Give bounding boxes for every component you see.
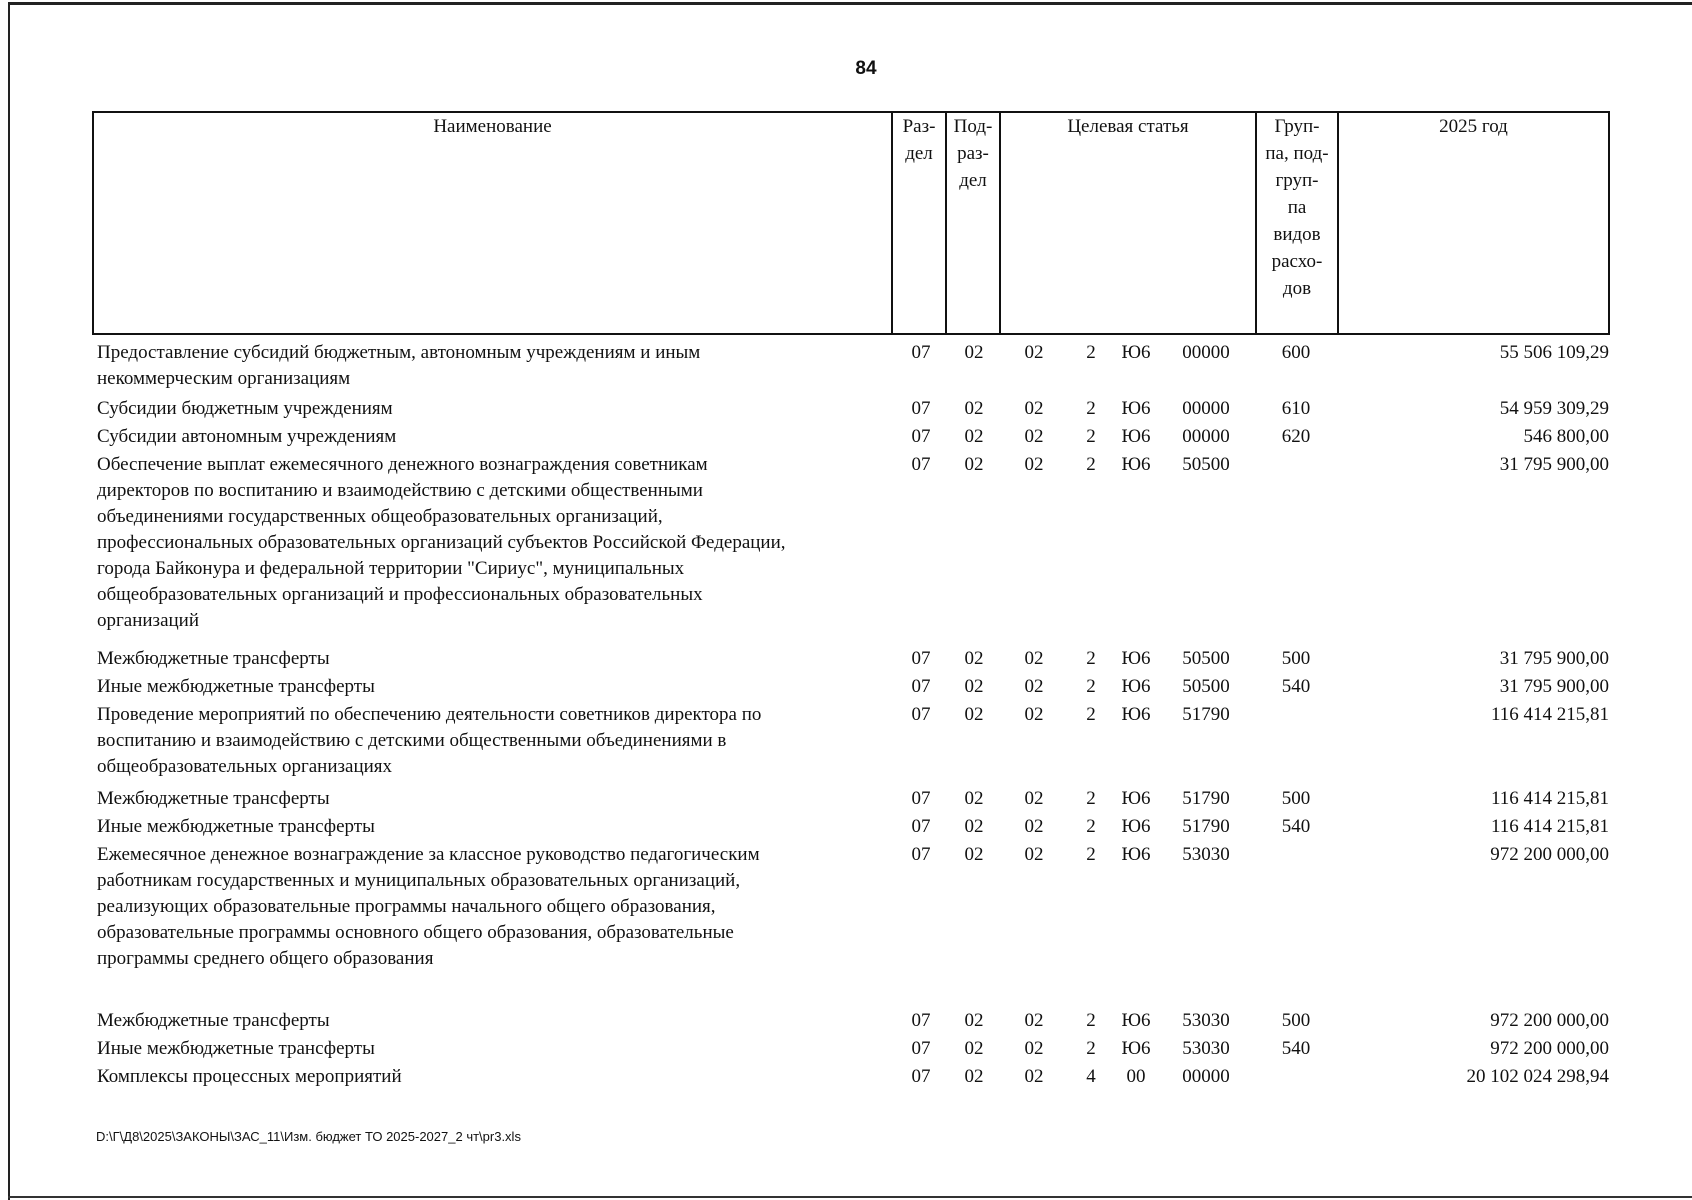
- cell-amount: 972 200 000,00: [1490, 844, 1609, 865]
- cell-target-4: 00000: [1182, 342, 1230, 363]
- cell-name: [97, 646, 887, 672]
- cell-podrazdel: 02: [964, 676, 984, 697]
- cell-target-3: 00: [1126, 1066, 1146, 1087]
- cell-name-line: Субсидии бюджетным учреждениям: [97, 398, 393, 419]
- cell-name-line: Иные межбюджетные трансферты: [97, 676, 375, 697]
- cell-target-3: Ю6: [1121, 648, 1151, 669]
- cell-target-2: 2: [1086, 398, 1096, 419]
- cell-target-4: 00000: [1182, 398, 1230, 419]
- cell-group: 500: [1281, 1010, 1311, 1031]
- cell-target-4: 00000: [1182, 1066, 1230, 1087]
- cell-target-3: Ю6: [1121, 788, 1151, 809]
- cell-amount: 116 414 215,81: [1490, 788, 1609, 809]
- cell-target-2: 2: [1086, 676, 1096, 697]
- cell-amount: 972 200 000,00: [1490, 1038, 1609, 1059]
- cell-target-2: 2: [1086, 342, 1096, 363]
- cell-name-line: Межбюджетные трансферты: [97, 788, 330, 809]
- cell-target-4: 53030: [1182, 844, 1230, 865]
- cell-group: 540: [1281, 816, 1311, 837]
- cell-name: [97, 786, 887, 812]
- cell-target-3: Ю6: [1121, 816, 1151, 837]
- cell-name-line: Иные межбюджетные трансферты: [97, 1038, 375, 1059]
- cell-razdel: 07: [911, 342, 931, 363]
- header-line: раз-: [957, 143, 989, 164]
- cell-amount: 972 200 000,00: [1490, 1010, 1609, 1031]
- cell-group: 600: [1281, 342, 1311, 363]
- cell-amount: 55 506 109,29: [1499, 342, 1609, 363]
- cell-razdel: 07: [911, 648, 931, 669]
- cell-podrazdel: 02: [964, 788, 984, 809]
- cell-group: 540: [1281, 1038, 1311, 1059]
- cell-name-line: Проведение мероприятий по обеспечению деятельности советников директора по: [97, 704, 762, 725]
- cell-target-2: 2: [1086, 1010, 1096, 1031]
- cell-target-1: 02: [1024, 342, 1044, 363]
- header-line: дел: [905, 143, 933, 164]
- cell-name: [97, 814, 887, 840]
- cell-podrazdel: 02: [964, 1038, 984, 1059]
- header-target: Целевая статья: [1067, 116, 1189, 137]
- cell-name-line: организаций: [97, 610, 200, 631]
- cell-target-4: 51790: [1182, 816, 1230, 837]
- cell-target-2: 2: [1086, 426, 1096, 447]
- cell-amount: 20 102 024 298,94: [1466, 1066, 1609, 1087]
- scan-frame-bottom: [8, 1196, 1692, 1198]
- cell-target-1: 02: [1024, 454, 1044, 475]
- cell-name-line: директоров по воспитанию и взаимодействию с детскими общественными: [97, 480, 703, 501]
- header-line: дов: [1282, 278, 1312, 299]
- cell-razdel: 07: [911, 676, 931, 697]
- scan-frame-top: [8, 2, 1692, 5]
- cell-podrazdel: 02: [964, 398, 984, 419]
- cell-name-line: Субсидии автономным учреждениям: [97, 426, 397, 447]
- cell-razdel: 07: [911, 426, 931, 447]
- cell-target-4: 50500: [1182, 454, 1230, 475]
- cell-target-3: Ю6: [1121, 398, 1151, 419]
- cell-name-line: профессиональных образовательных организаций субъектов Российской Федерации,: [97, 532, 786, 553]
- cell-target-2: 2: [1086, 1038, 1096, 1059]
- cell-group: 610: [1281, 398, 1311, 419]
- cell-amount: 31 795 900,00: [1499, 648, 1609, 669]
- cell-target-3: Ю6: [1121, 844, 1151, 865]
- header-line: видов: [1273, 224, 1321, 245]
- cell-target-1: 02: [1024, 1066, 1044, 1087]
- cell-name: [97, 396, 887, 422]
- cell-target-2: 2: [1086, 454, 1096, 475]
- cell-name: [97, 702, 887, 780]
- cell-target-3: Ю6: [1121, 1010, 1151, 1031]
- footer-file-path: D:\Г\Д8\2025\ЗАКОНЫ\ЗАС_11\Изм. бюджет ТО 2025-2027_2 чт\pr3.xls: [96, 1129, 521, 1144]
- cell-name-line: воспитанию и взаимодействию с детскими общественными объединениями в: [97, 730, 727, 751]
- cell-target-1: 02: [1024, 676, 1044, 697]
- cell-target-1: 02: [1024, 398, 1044, 419]
- cell-podrazdel: 02: [964, 1010, 984, 1031]
- cell-target-3: Ю6: [1121, 676, 1151, 697]
- cell-amount: 546 800,00: [1523, 426, 1609, 447]
- cell-podrazdel: 02: [964, 816, 984, 837]
- cell-name-line: общеобразовательных организациях: [97, 756, 393, 777]
- header-line: па, под-: [1265, 143, 1329, 164]
- cell-target-1: 02: [1024, 648, 1044, 669]
- header-line: дел: [959, 170, 987, 191]
- cell-podrazdel: 02: [964, 704, 984, 725]
- cell-target-1: 02: [1024, 1010, 1044, 1031]
- cell-target-2: 2: [1086, 844, 1096, 865]
- cell-target-4: 50500: [1182, 676, 1230, 697]
- cell-target-3: Ю6: [1121, 704, 1151, 725]
- cell-name-line: Иные межбюджетные трансферты: [97, 816, 375, 837]
- cell-amount: 54 959 309,29: [1499, 398, 1609, 419]
- cell-name-line: Межбюджетные трансферты: [97, 648, 330, 669]
- cell-name-line: программы среднего общего образования: [97, 948, 434, 969]
- cell-target-2: 2: [1086, 816, 1096, 837]
- header-line: Раз-: [902, 116, 936, 137]
- cell-name: [97, 674, 887, 700]
- cell-razdel: 07: [911, 454, 931, 475]
- cell-razdel: 07: [911, 704, 931, 725]
- header-group: [1257, 113, 1337, 333]
- cell-podrazdel: 02: [964, 1066, 984, 1087]
- cell-razdel: 07: [911, 1066, 931, 1087]
- cell-podrazdel: 02: [964, 426, 984, 447]
- cell-amount: 116 414 215,81: [1490, 704, 1609, 725]
- cell-name-line: работникам государственных и муниципальных образовательных организаций,: [97, 870, 741, 891]
- header-razdel: [893, 113, 945, 333]
- cell-target-4: 51790: [1182, 788, 1230, 809]
- cell-podrazdel: 02: [964, 844, 984, 865]
- cell-group: 500: [1281, 788, 1311, 809]
- cell-amount: 31 795 900,00: [1499, 676, 1609, 697]
- cell-target-4: 51790: [1182, 704, 1230, 725]
- cell-target-1: 02: [1024, 844, 1044, 865]
- cell-target-4: 53030: [1182, 1038, 1230, 1059]
- cell-razdel: 07: [911, 788, 931, 809]
- cell-name-line: Предоставление субсидий бюджетным, автономным учреждениям и иным: [97, 342, 701, 363]
- cell-name: [97, 452, 887, 634]
- cell-name-line: города Байконура и федеральной территории "Сириус", муниципальных: [97, 558, 685, 579]
- cell-razdel: 07: [911, 816, 931, 837]
- cell-target-1: 02: [1024, 816, 1044, 837]
- cell-name-line: Обеспечение выплат ежемесячного денежного вознаграждения советникам: [97, 454, 708, 475]
- header-name: Наименование: [433, 116, 552, 137]
- cell-name: [97, 1036, 887, 1062]
- header-line: па: [1287, 197, 1307, 218]
- cell-target-4: 50500: [1182, 648, 1230, 669]
- header-line: расхо-: [1271, 251, 1323, 272]
- header-year: 2025 год: [1439, 116, 1508, 137]
- cell-amount: 31 795 900,00: [1499, 454, 1609, 475]
- cell-name: [97, 1008, 887, 1034]
- cell-name-line: образовательные программы основного общего образования, образовательные: [97, 922, 734, 943]
- cell-name-line: Ежемесячное денежное вознаграждение за классное руководство педагогическим: [97, 844, 760, 865]
- cell-target-1: 02: [1024, 788, 1044, 809]
- cell-amount: 116 414 215,81: [1490, 816, 1609, 837]
- cell-target-4: 00000: [1182, 426, 1230, 447]
- cell-target-2: 2: [1086, 788, 1096, 809]
- cell-target-3: Ю6: [1121, 1038, 1151, 1059]
- cell-group: 620: [1281, 426, 1311, 447]
- cell-target-3: Ю6: [1121, 454, 1151, 475]
- cell-name-line: общеобразовательных организаций и профессиональных образовательных: [97, 584, 703, 605]
- cell-razdel: 07: [911, 398, 931, 419]
- header-line: Груп-: [1274, 116, 1320, 137]
- cell-podrazdel: 02: [964, 342, 984, 363]
- cell-target-3: Ю6: [1121, 426, 1151, 447]
- cell-target-2: 2: [1086, 648, 1096, 669]
- header-line: груп-: [1275, 170, 1319, 191]
- cell-podrazdel: 02: [964, 454, 984, 475]
- cell-name-line: Комплексы процессных мероприятий: [97, 1066, 402, 1087]
- cell-target-1: 02: [1024, 704, 1044, 725]
- cell-name-line: некоммерческим организациям: [97, 368, 351, 389]
- cell-target-3: Ю6: [1121, 342, 1151, 363]
- cell-podrazdel: 02: [964, 648, 984, 669]
- page-number: 84: [855, 58, 877, 79]
- cell-target-2: 2: [1086, 704, 1096, 725]
- cell-target-4: 53030: [1182, 1010, 1230, 1031]
- cell-name: [97, 842, 887, 972]
- table-header: [92, 111, 1610, 335]
- cell-group: 540: [1281, 676, 1311, 697]
- cell-group: 500: [1281, 648, 1311, 669]
- cell-target-1: 02: [1024, 1038, 1044, 1059]
- scan-frame-left: [8, 2, 10, 1200]
- cell-target-1: 02: [1024, 426, 1044, 447]
- cell-razdel: 07: [911, 1010, 931, 1031]
- cell-name-line: реализующих образовательные программы начального общего образования,: [97, 896, 716, 917]
- cell-name: [97, 424, 887, 450]
- cell-name: [97, 340, 887, 392]
- cell-razdel: 07: [911, 844, 931, 865]
- cell-target-2: 4: [1086, 1066, 1096, 1087]
- cell-name-line: Межбюджетные трансферты: [97, 1010, 330, 1031]
- cell-name: [97, 1064, 887, 1090]
- header-line: Под-: [953, 116, 993, 137]
- cell-razdel: 07: [911, 1038, 931, 1059]
- cell-name-line: объединениями государственных общеобразовательных организаций,: [97, 506, 663, 527]
- header-podrazdel: [947, 113, 999, 333]
